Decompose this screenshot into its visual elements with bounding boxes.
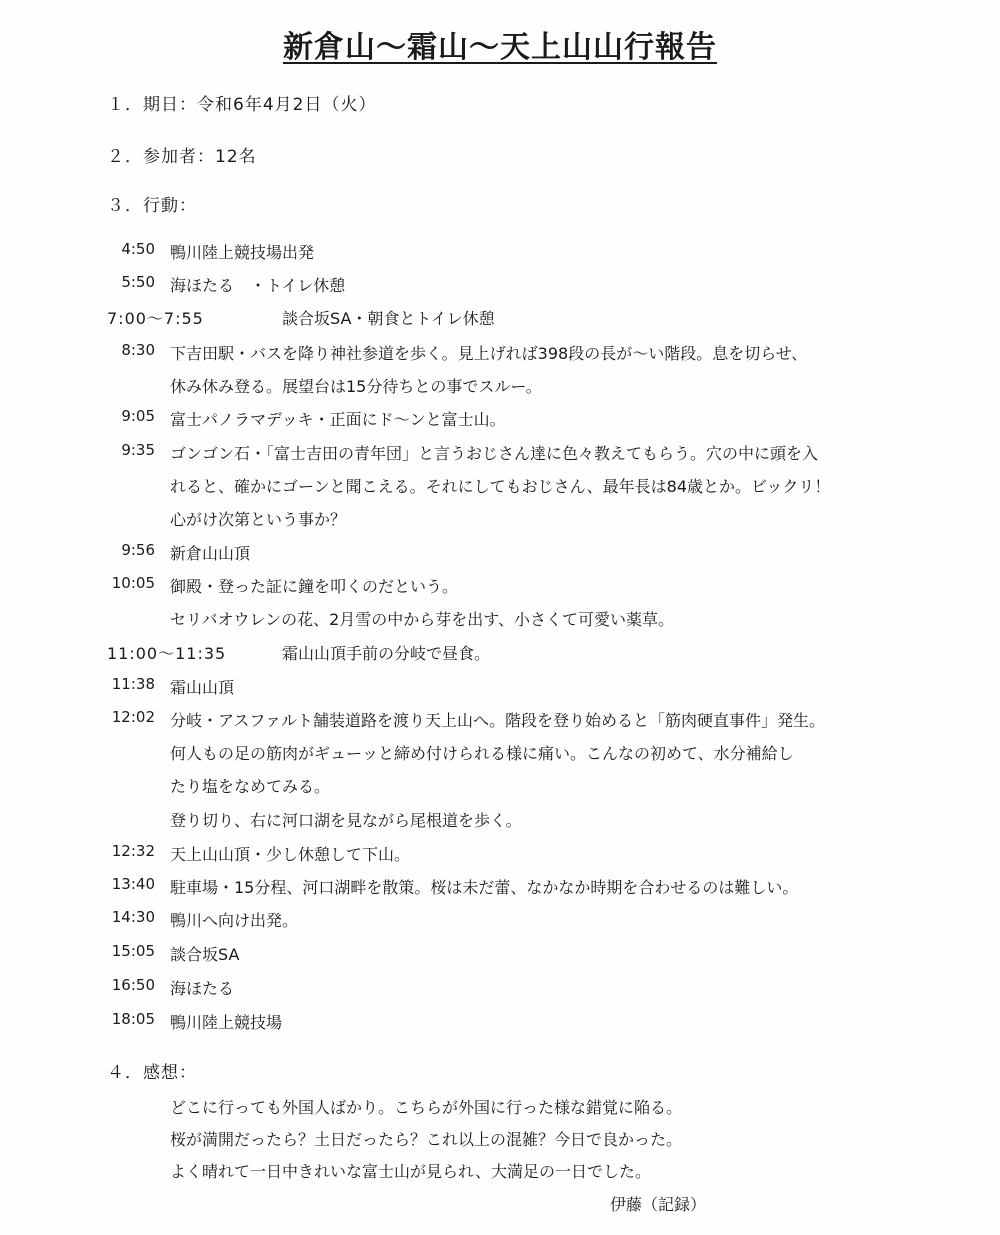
schedule-detail: 談合坂SA — [170, 945, 240, 964]
schedule-time: 10:05 — [111, 574, 155, 592]
schedule-detail: 海ほたる ・トイレ休憩 — [170, 276, 346, 295]
schedule-detail: 海ほたる — [170, 979, 235, 998]
schedule-time: 16:50 — [111, 976, 155, 994]
schedule-detail-continued: たり塩をなめてみる。 — [170, 777, 331, 796]
schedule-detail: 鴨川陸上競技場出発 — [170, 243, 315, 262]
schedule-time: 18:05 — [111, 1010, 155, 1028]
schedule-detail: 新倉山山頂 — [170, 544, 251, 563]
schedule-time: 9:35 — [121, 441, 155, 459]
schedule-detail: 御殿・登った証に鐘を叩くのだという。 — [170, 577, 459, 596]
schedule-time: 12:02 — [111, 708, 155, 726]
schedule-detail-continued: 登り切り、右に河口湖を見ながら尾根道を歩く。 — [170, 811, 522, 830]
schedule-detail: 鴨川へ向け出発。 — [170, 911, 299, 930]
schedule-time: 11:38 — [111, 675, 155, 693]
schedule-detail: 下吉田駅・バスを降り神社参道を歩く。見上げれば398段の長が〜い階段。息を切らせ、 — [170, 344, 808, 363]
schedule-detail: 富士パノラマデッキ・正面にド〜ンと富士山。 — [170, 410, 506, 429]
report-title — [0, 22, 1000, 66]
section-date: １．期日：令和6年4月2日（火） — [107, 95, 377, 115]
impression-line: どこに行っても外国人ばかり。こちらが外国に行った様な錯覚に陥る。 — [170, 1098, 683, 1117]
schedule-detail: 鴨川陸上競技場 — [170, 1013, 283, 1032]
schedule-detail: ゴンゴン石・「富士吉田の青年団」と言うおじさん達に色々教えてもらう。穴の中に頭を入 — [170, 444, 819, 463]
schedule-detail: 天上山山頂・少し休憩して下山。 — [170, 845, 411, 864]
schedule-time: 15:05 — [111, 942, 155, 960]
schedule-time: 7:00〜7:55 — [107, 309, 204, 328]
schedule-time: 12:32 — [111, 842, 155, 860]
schedule-detail: 霜山山頂手前の分岐で昼食。 — [282, 644, 491, 663]
schedule-time: 13:40 — [111, 875, 155, 893]
section-participants: ２．参加者：12名 — [107, 147, 257, 167]
schedule-detail: 霜山山頂 — [170, 678, 235, 697]
schedule-time: 8:30 — [121, 341, 155, 359]
schedule-time: 9:05 — [121, 407, 155, 425]
schedule-detail-continued: セリバオウレンの花、2月雪の中から芽を出す、小さくて可愛い薬草。 — [170, 610, 675, 629]
schedule-detail: 談合坂SA・朝食とトイレ休憩 — [282, 309, 495, 328]
signature: 伊藤（記録） — [610, 1195, 707, 1214]
schedule-detail-continued: 何人もの足の筋肉がギューッと締め付けられる様に痛い。こんなの初めて、水分補給し — [170, 744, 794, 763]
schedule-detail-continued: 心がけ次第という事か？ — [170, 510, 347, 529]
impression-line: よく晴れて一日中きれいな富士山が見られ、大満足の一日でした。 — [170, 1162, 651, 1181]
schedule-time: 11:00〜11:35 — [107, 644, 227, 663]
schedule-detail: 駐車場・15分程、河口湖畔を散策。桜は未だ蕾、なかなか時期を合わせるのは難しい。 — [170, 878, 799, 897]
schedule-time: 4:50 — [121, 240, 155, 258]
section-impressions: ４．感想： — [107, 1063, 197, 1083]
section-actions: ３．行動： — [107, 196, 197, 216]
schedule-detail-continued: れると、確かにゴーンと聞こえる。それにしてもおじさん、最年長は84歳とか。ビックリ！ — [170, 477, 831, 496]
report-title-text: 新倉山〜霜山〜天上山山行報告 — [283, 30, 717, 65]
schedule-time: 14:30 — [111, 908, 155, 926]
schedule-detail: 分岐・アスファルト舗装道路を渡り天上山へ。階段を登り始めると「筋肉硬直事件」発生。 — [170, 711, 826, 730]
schedule-detail-continued: 休み休み登る。展望台は15分待ちとの事でスルー。 — [170, 377, 542, 396]
schedule-time: 9:56 — [121, 541, 155, 559]
schedule-time: 5:50 — [121, 273, 155, 291]
impression-line: 桜が満開だったら？土日だったら？これ以上の混雑？今日で良かった。 — [170, 1130, 683, 1149]
